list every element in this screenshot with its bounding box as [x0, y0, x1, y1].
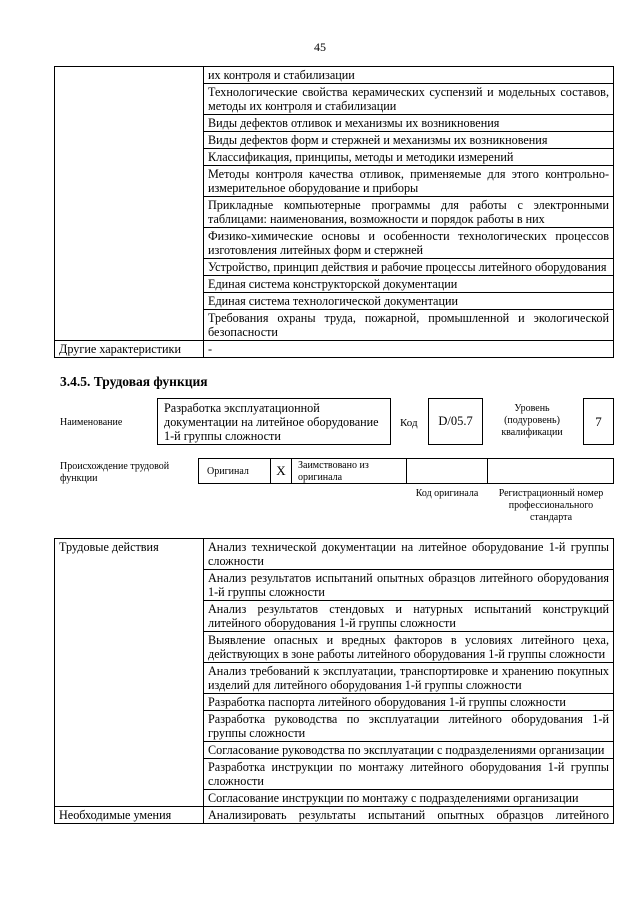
actions-label: Трудовые действия [55, 539, 204, 807]
other-label: Другие характеристики [55, 341, 204, 358]
table-row [55, 341, 614, 358]
level-box [583, 398, 614, 445]
action-item: Выявление опасных и вредных факторов в условиях литейного цеха, действующих в зоне работы литейного оборудования 1-й группы сложности [204, 632, 614, 663]
knowledge-item: Виды дефектов отливок и механизмы их возникновения [204, 115, 614, 132]
action-item: Анализ требований к эксплуатации, транспортировке и хранению покупных изделий для литейного оборудования 1-й группы сложности [204, 663, 614, 694]
action-item: Согласование инструкции по монтажу с подразделениями организации [204, 790, 614, 807]
knowledge-item: Технологические свойства керамических суспензий и модельных составов, методы их контроля и стабилизации [204, 84, 614, 115]
action-item: Анализ результатов испытаний опытных образцов литейного оборудования 1-й группы сложности [204, 570, 614, 601]
code-label: Код [400, 417, 418, 429]
code-caption: Код оригинала [415, 488, 479, 499]
section-heading: 3.4.5. Трудовая функция [60, 374, 208, 389]
table-row [55, 539, 614, 570]
action-item: Анализ результатов стендовых и натурных испытаний конструкций литейного оборудования 1-й группы сложности [204, 601, 614, 632]
original-label: Оригинал [207, 466, 249, 477]
actions-table [54, 538, 614, 824]
knowledge-item: Классификация, принципы, методы и методики измерений [204, 149, 614, 166]
knowledge-item: Физико-химические основы и особенности технологических процессов изготовления литейных форм и стержней [204, 228, 614, 259]
page-number: 45 [314, 40, 326, 54]
origin-code-cell [406, 458, 488, 484]
table-row [55, 807, 614, 824]
code-value: D/05.7 [438, 414, 473, 428]
row-label-empty [55, 67, 204, 341]
knowledge-item: их контроля и стабилизации [204, 67, 614, 84]
original-mark: X [276, 463, 286, 478]
knowledge-item: Устройство, принцип действия и рабочие процессы литейного оборудования [204, 259, 614, 276]
borrowed-label: Заимствовано из оригинала [298, 460, 369, 483]
knowledge-item: Прикладные компьютерные программы для работы с электронными таблицами: наименования, возможности и порядок работы в них [204, 197, 614, 228]
action-item: Разработка руководства по эксплуатации литейного оборудования 1-й группы сложности [204, 711, 614, 742]
table-row [55, 67, 614, 84]
other-value: - [204, 341, 614, 358]
code-box [428, 398, 483, 445]
reg-caption: Регистрационный номер профессионального стандарта [498, 488, 604, 523]
action-item: Анализ технической документации на литейное оборудование 1-й группы сложности [204, 539, 614, 570]
knowledge-item: Методы контроля качества отливок, применяемые для этого контрольно-измерительное оборудование и приборы [204, 166, 614, 197]
origin-original-cell [198, 458, 271, 484]
knowledge-item: Виды дефектов форм и стержней и механизмы их возникновения [204, 132, 614, 149]
action-item: Согласование руководства по эксплуатации с подразделениями организации [204, 742, 614, 759]
level-value: 7 [595, 413, 602, 429]
skill-item: Анализировать результаты испытаний опытных образцов литейного [204, 807, 614, 824]
action-item: Разработка паспорта литейного оборудования 1-й группы сложности [204, 694, 614, 711]
knowledge-item: Единая система технологической документации [204, 293, 614, 310]
origin-borrowed-cell [291, 458, 407, 484]
knowledge-item: Единая система конструкторской документации [204, 276, 614, 293]
origin-label: Происхождение трудовой функции [60, 461, 170, 484]
skills-label: Необходимые умения [55, 807, 204, 824]
function-name-box [157, 398, 391, 445]
action-item: Разработка инструкции по монтажу литейного оборудования 1-й группы сложности [204, 759, 614, 790]
knowledge-item: Требования охраны труда, пожарной, промышленной и экологической безопасности [204, 310, 614, 341]
origin-reg-cell [487, 458, 614, 484]
knowledge-table [54, 66, 614, 358]
name-label: Наименование [60, 417, 123, 428]
origin-mark-cell [270, 458, 292, 484]
level-label: Уровень (подуровень) квалификации [501, 403, 563, 438]
function-name: Разработка эксплуатационной документации на литейное оборудование 1-й группы сложности [164, 401, 379, 443]
